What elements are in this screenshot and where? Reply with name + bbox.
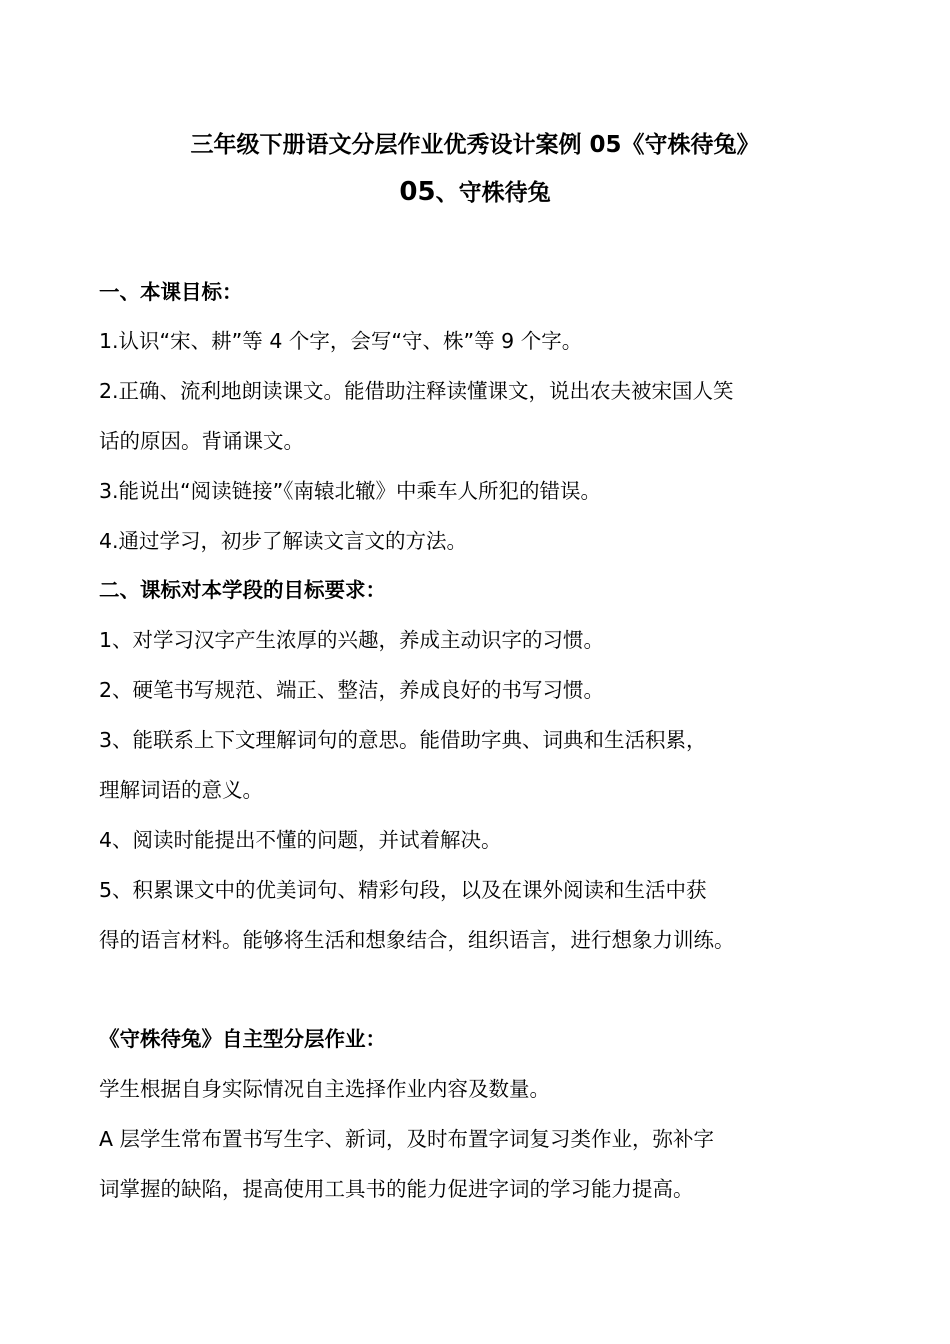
standard-line: 得的语言材料。能够将生活和想象结合，组织语言，进行想象力训练。 [99, 928, 735, 952]
document-subtitle [0, 174, 950, 211]
section-heading-objectives: 一、本课目标： [99, 280, 243, 304]
section-heading-standards: 二、课标对本学段的目标要求： [99, 578, 386, 602]
subtitle-number: 05 [399, 177, 436, 207]
objective-line: 2.正确、流利地朗读课文。能借助注释读懂课文，说出农夫被宋国人笑 [99, 379, 734, 403]
standard-line: 3、能联系上下文理解词句的意思。能借助字典、词典和生活积累， [99, 728, 707, 752]
homework-line: 学生根据自身实际情况自主选择作业内容及数量。 [99, 1077, 550, 1101]
document-title: 三年级下册语文分层作业优秀设计案例 05《守株待兔》 [190, 132, 760, 158]
homework-line: A 层学生常布置书写生字、新词，及时布置字词复习类作业，弥补字 [99, 1127, 715, 1151]
standard-line: 2、硬笔书写规范、端正、整洁，养成良好的书写习惯。 [99, 678, 605, 702]
objective-line: 4.通过学习，初步了解读文言文的方法。 [99, 529, 468, 553]
standard-line: 理解词语的意义。 [99, 778, 263, 802]
standard-line: 4、阅读时能提出不懂的问题，并试着解决。 [99, 828, 502, 852]
objective-line: 3.能说出“阅读链接”《南辕北辙》中乘车人所犯的错误。 [99, 479, 602, 503]
objective-line: 1.认识“宋、耕”等 4 个字，会写“守、株”等 9 个字。 [99, 329, 583, 353]
section-heading-homework: 《守株待兔》自主型分层作业： [99, 1027, 386, 1051]
objective-line: 话的原因。背诵课文。 [99, 429, 304, 453]
subtitle-text: 、守株待兔 [435, 180, 551, 206]
standard-line: 5、积累课文中的优美词句、精彩句段，以及在课外阅读和生活中获 [99, 878, 707, 902]
standard-line: 1、对学习汉字产生浓厚的兴趣，养成主动识字的习惯。 [99, 628, 605, 652]
homework-line: 词掌握的缺陷，提高使用工具书的能力促进字词的学习能力提高。 [99, 1177, 694, 1201]
